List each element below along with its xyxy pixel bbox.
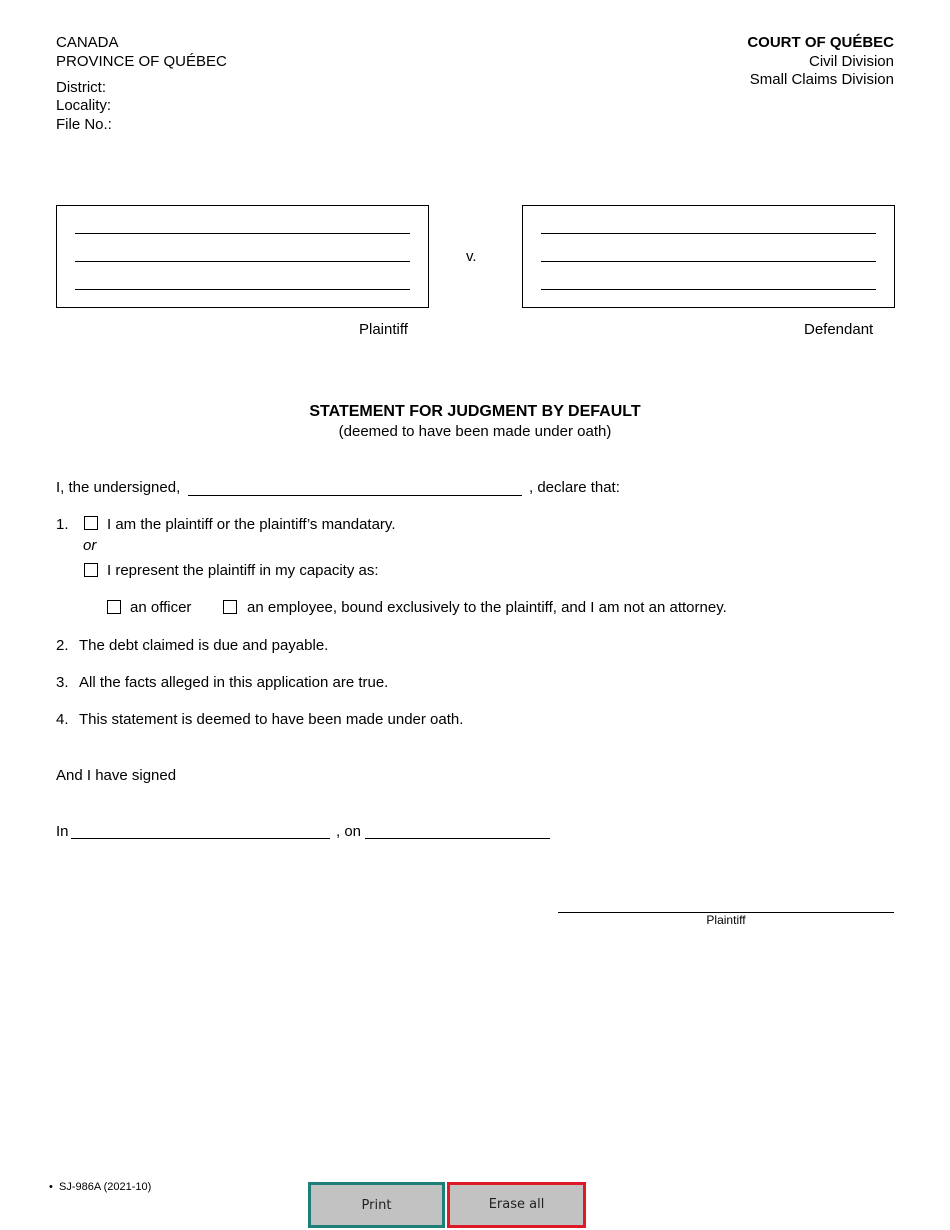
defendant-line-2[interactable] — [541, 261, 876, 262]
print-button[interactable]: Print — [308, 1182, 445, 1228]
erase-all-button[interactable]: Erase all — [447, 1182, 586, 1228]
on-label: , on — [336, 823, 362, 840]
form-code: SJ-986A (2021-10) — [59, 1181, 152, 1193]
employee-checkbox[interactable] — [223, 600, 237, 614]
in-label: In — [56, 823, 69, 840]
or-text: or — [83, 537, 97, 554]
court-subdivision: Small Claims Division — [749, 71, 894, 88]
employee-label: an employee, bound exclusively to the plaintiff, and I am not an attorney. — [247, 599, 727, 616]
footer-bullet: • — [49, 1181, 53, 1193]
header-province: PROVINCE OF QUÉBEC — [56, 53, 227, 70]
represent-plaintiff-checkbox[interactable] — [84, 563, 98, 577]
plaintiff-line-2[interactable] — [75, 261, 410, 262]
place-field[interactable] — [71, 822, 330, 839]
plaintiff-label: Plaintiff — [359, 321, 408, 338]
undersigned-name-field[interactable] — [188, 479, 522, 496]
plaintiff-box[interactable] — [56, 205, 429, 308]
file-number-label: File No.: — [56, 116, 112, 133]
plaintiff-mandatary-checkbox[interactable] — [84, 516, 98, 530]
officer-checkbox[interactable] — [107, 600, 121, 614]
declaration-prefix: I, the undersigned, — [56, 479, 181, 496]
date-field[interactable] — [365, 822, 550, 839]
form-title: STATEMENT FOR JUDGMENT BY DEFAULT — [309, 403, 641, 420]
header-country: CANADA — [56, 34, 119, 51]
plaintiff-mandatary-label: I am the plaintiff or the plaintiff’s mandatary. — [107, 516, 396, 533]
officer-label: an officer — [130, 599, 192, 616]
item-1-number: 1. — [56, 516, 69, 533]
item-2-text: The debt claimed is due and payable. — [79, 637, 329, 654]
item-2-number: 2. — [56, 637, 69, 654]
defendant-label: Defendant — [804, 321, 874, 338]
declaration-suffix: , declare that: — [529, 479, 620, 496]
court-name: COURT OF QUÉBEC — [747, 34, 894, 51]
item-4-number: 4. — [56, 711, 69, 728]
item-4-text: This statement is deemed to have been made under oath. — [79, 711, 464, 728]
defendant-box[interactable] — [522, 205, 895, 308]
versus-text: v. — [466, 248, 477, 265]
item-3-text: All the facts alleged in this application are true. — [79, 674, 389, 691]
signature-field[interactable] — [558, 896, 894, 913]
defendant-line-1[interactable] — [541, 233, 876, 234]
plaintiff-line-1[interactable] — [75, 233, 410, 234]
represent-plaintiff-label: I represent the plaintiff in my capacity as: — [107, 562, 379, 579]
form-subtitle: (deemed to have been made under oath) — [338, 423, 612, 440]
district-label: District: — [56, 79, 106, 96]
locality-label: Locality: — [56, 97, 112, 114]
defendant-line-3[interactable] — [541, 289, 876, 290]
signature-plaintiff-label: Plaintiff — [706, 913, 746, 927]
signed-text: And I have signed — [56, 767, 177, 784]
court-division: Civil Division — [808, 53, 894, 70]
item-3-number: 3. — [56, 674, 69, 691]
plaintiff-line-3[interactable] — [75, 289, 410, 290]
